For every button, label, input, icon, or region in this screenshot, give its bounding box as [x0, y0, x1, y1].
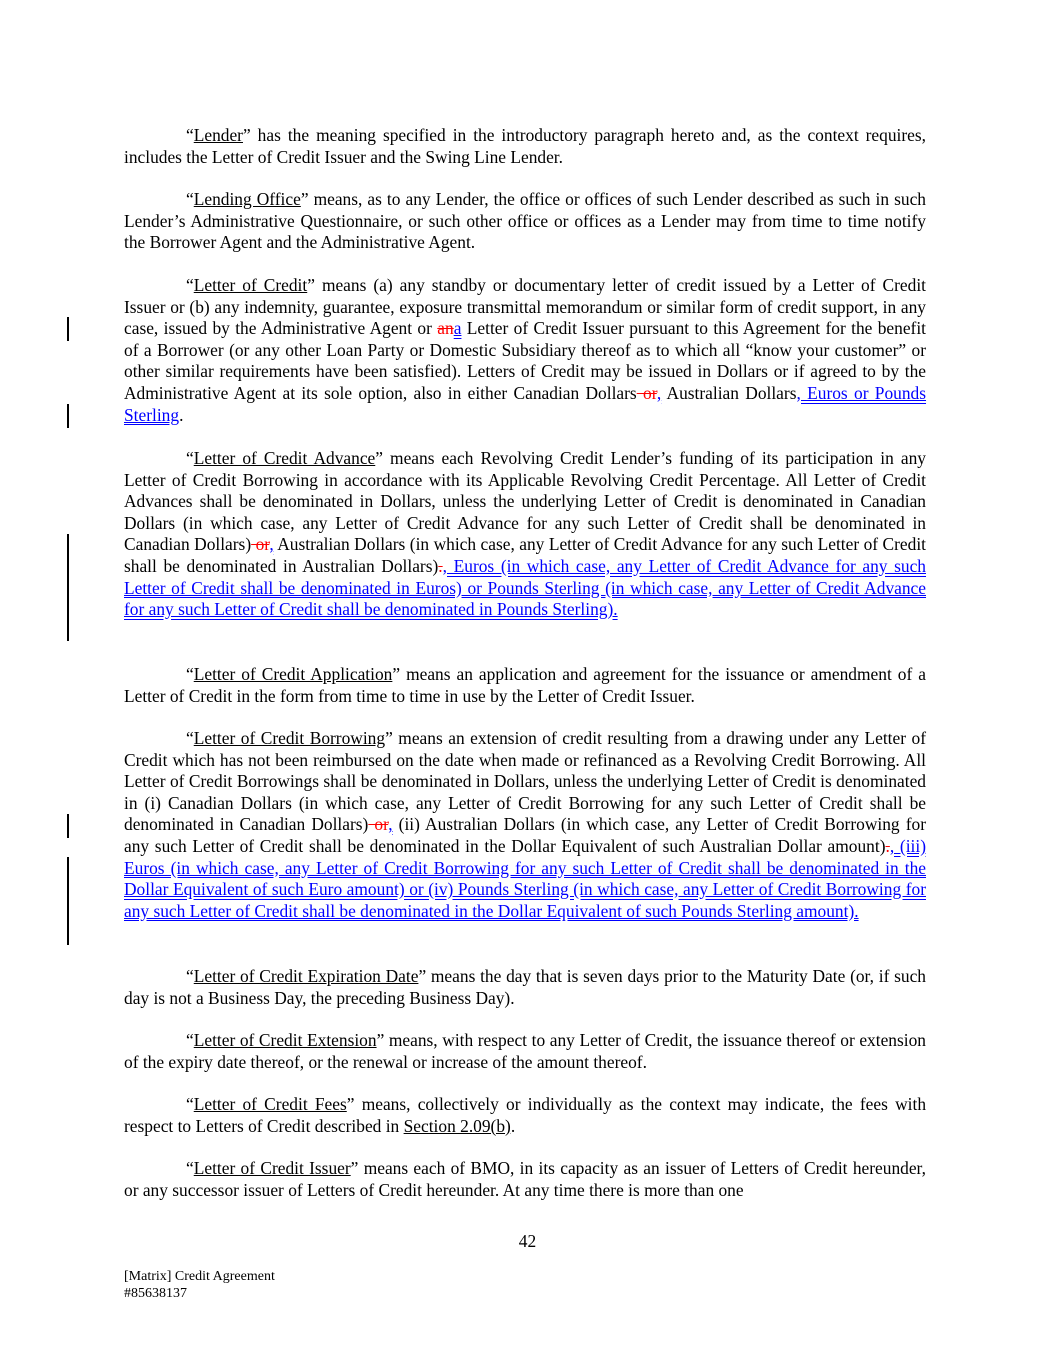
- defined-term: Letter of Credit Fees: [193, 1094, 347, 1114]
- deleted-text: .: [438, 555, 443, 576]
- definition-loc-application: “Letter of Credit Application” means an application and agreement for the issuance or amendment of a Letter of Credit in the form from time to time in use by the Letter of Credit Issuer.: [124, 664, 926, 706]
- inserted-text: ,: [269, 534, 274, 555]
- inserted-text: , (iii) Euros (in which case, any Letter of Credit Borrowing for any such Letter of Credit shall be denominated in the Dollar Equivalent of such Euro amount) or (iv) Pounds Sterling (in which case, any Letter of Credit Borrowing for any such Letter of Credit shall be denominated in the Dollar Equivalent of such Pounds Sterling amount).: [124, 835, 926, 921]
- inserted-text: , Euros (in which case, any Letter of Credit Advance for any such Letter of Credit shall be denominated in Euros) or Pounds Sterling (in which case, any Letter of Credit Advance for any such Letter of Credit shall be denominated in Pounds Sterling).: [124, 555, 926, 620]
- defined-term: Lender: [193, 125, 243, 145]
- defined-term: Letter of Credit Expiration Date: [193, 966, 419, 986]
- footer-title: [Matrix] Credit Agreement: [124, 1269, 275, 1284]
- inserted-text: a: [453, 318, 462, 339]
- definition-loc-fees: “Letter of Credit Fees” means, collectively or individually as the context may indicate, the fees with respect to Letters of Credit described in Section 2.09(b).: [124, 1094, 927, 1136]
- defined-term: Lending Office: [193, 189, 301, 209]
- definition-loc-advance: “Letter of Credit Advance” means each Revolving Credit Lender’s funding of its participation in any Letter of Credit Borrowing in accordance with its Applicable Revolving Credit Percentage. All Letter of Credit Advances shall be denominated in Dollars, unless the underlying Letter of Credit is denominated in Canadian Dollars (in which case, any Letter of Credit Advance for any such Letter of Credit shall be denominated in Canadian Dollars) or, Australian Dollars (in which case, any Letter of Credit Advance for any such Letter of Credit shall be denominated in Australian Dollars)., Euros (in which case, any Letter of Credit Advance for any such Letter of Credit shall be denominated in Euros) or Pounds Sterling (in which case, any Letter of Credit Advance for any such Letter of Credit shall be denominated in Pounds Sterling).: [124, 448, 926, 620]
- definition-loc-extension: “Letter of Credit Extension” means, with respect to any Letter of Credit, the issuance thereof or extension of the expiry date thereof, or the renewal or increase of the amount thereof.: [124, 1030, 926, 1072]
- footer: [124, 1268, 275, 1302]
- definition-loc-expiration-date: “Letter of Credit Expiration Date” means the day that is seven days prior to the Maturity Date (or, if such day is not a Business Day, the preceding Business Day).: [124, 966, 926, 1008]
- definition-lending-office: “Lending Office” means, as to any Lender, the office or offices of such Lender described as such in such Lender’s Administrative Questionnaire, or such other office or offices as a Lender may from time to time notify the Borrower Agent and the Administrative Agent.: [124, 189, 926, 253]
- inserted-text: , Euros or Pounds Sterling: [124, 382, 927, 425]
- change-bar: [67, 814, 69, 838]
- footer-doc-id: #85638137: [124, 1286, 187, 1301]
- change-bar: [67, 534, 69, 641]
- change-bar: [67, 404, 69, 428]
- deleted-text: or: [251, 534, 270, 555]
- inserted-text: ,: [388, 814, 393, 835]
- deleted-text: or: [368, 814, 389, 835]
- defined-term: Letter of Credit Issuer: [193, 1158, 351, 1178]
- deleted-text: or: [636, 382, 657, 403]
- definition-loc-borrowing: “Letter of Credit Borrowing” means an extension of credit resulting from a drawing under any Letter of Credit which has not been reimbursed on the date when made or refinanced as a Revolving Credit Borrowing. All Letter of Credit Borrowings shall be denominated in Dollars, unless the underlying Letter of Credit is denominated in (i) Canadian Dollars (in which case, any Letter of Credit Borrowing for any such Letter of Credit shall be denominated in Canadian Dollars) or, (ii) Australian Dollars (in which case, any Letter of Credit Borrowing for any such Letter of Credit shall be denominated in the Dollar Equivalent of such Australian Dollar amount)., (iii) Euros (in which case, any Letter of Credit Borrowing for any such Letter of Credit shall be denominated in the Dollar Equivalent of such Euro amount) or (iv) Pounds Sterling (in which case, any Letter of Credit Borrowing for any such Letter of Credit shall be denominated in the Dollar Equivalent of such Pounds Sterling amount).: [124, 728, 926, 921]
- change-bar: [67, 857, 69, 945]
- change-bar: [67, 317, 69, 341]
- deleted-text: .: [885, 835, 890, 856]
- definition-lender: “Lender” has the meaning specified in the introductory paragraph hereto and, as the context requires, includes the Letter of Credit Issuer and the Swing Line Lender.: [124, 125, 926, 167]
- defined-term: Letter of Credit Extension: [193, 1030, 377, 1050]
- definition-letter-of-credit: “Letter of Credit” means (a) any standby or documentary letter of credit issued by a Letter of Credit Issuer or (b) any indemnity, guarantee, exposure transmittal memorandum or similar form of credit support, in any case, issued by the Administrative Agent or ana Letter of Credit Issuer pursuant to this Agreement for the benefit of a Borrower (or any other Loan Party or Domestic Subsidiary thereof as to which all “know your customer” or other similar requirements have been satisfied). Letters of Credit may be issued in Dollars or if agreed to by the Administrative Agent at its sole option, also in either Canadian Dollars or, Australian Dollars, Euros or Pounds Sterling.: [124, 275, 927, 425]
- inserted-text: ,: [656, 382, 662, 403]
- page-number: 42: [518, 1231, 537, 1251]
- defined-term: Letter of Credit Advance: [193, 448, 376, 468]
- defined-term: Letter of Credit Borrowing: [193, 728, 386, 748]
- definition-loc-issuer: “Letter of Credit Issuer” means each of BMO, in its capacity as an issuer of Letters of Credit hereunder, or any successor issuer of Letters of Credit hereunder. At any time there is more than one: [124, 1158, 926, 1200]
- deleted-text: an: [437, 318, 454, 339]
- defined-term: Letter of Credit: [193, 275, 308, 295]
- defined-term: Letter of Credit Application: [193, 664, 393, 684]
- section-reference: Section 2.09(b): [403, 1115, 511, 1136]
